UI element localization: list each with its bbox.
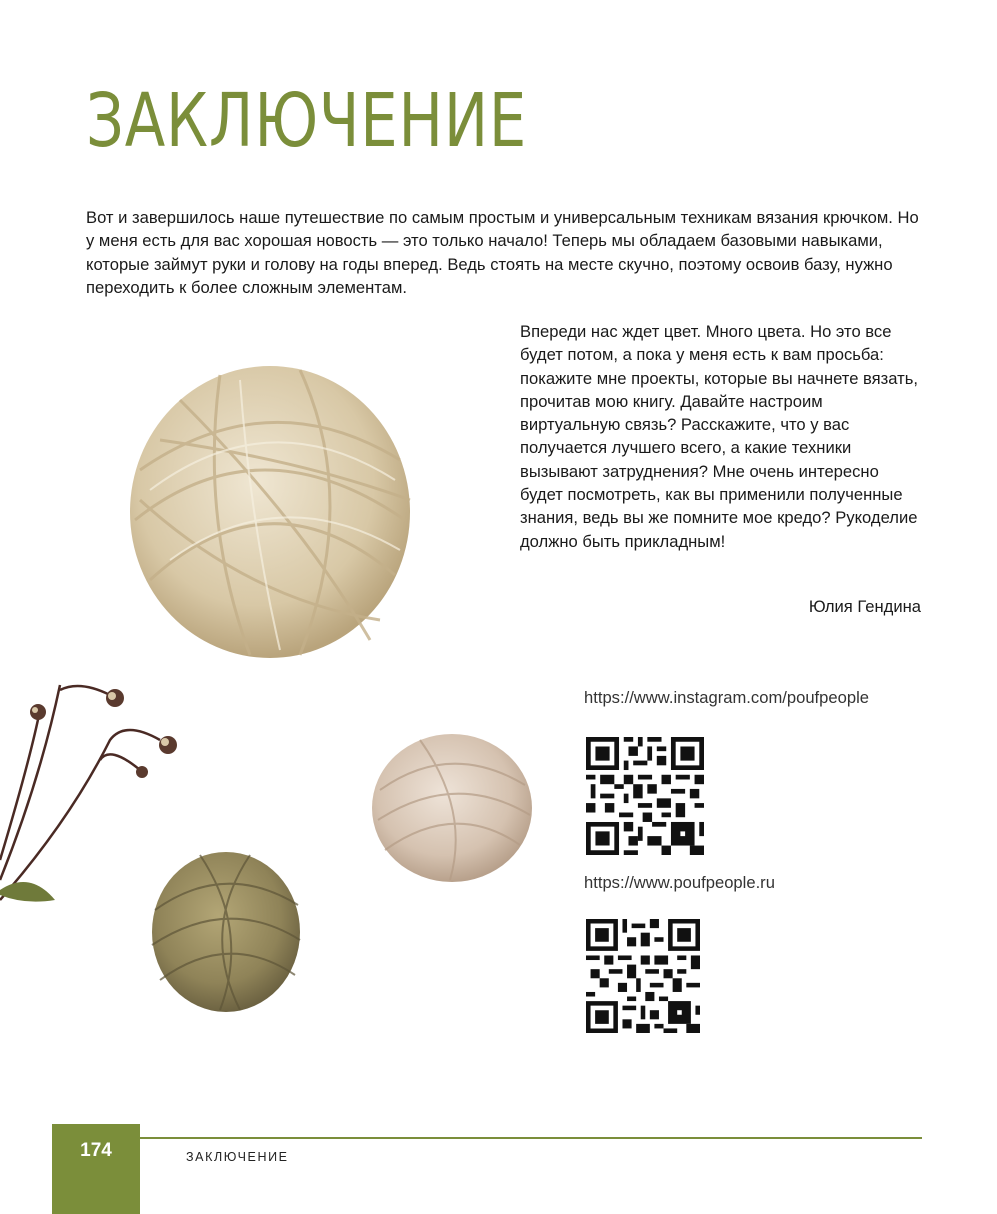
author-signature: Юлия Гендина	[808, 597, 921, 616]
instagram-link[interactable]: https://www.instagram.com/poufpeople	[584, 688, 870, 707]
flower-buds	[30, 689, 177, 778]
side-paragraph: Впереди нас ждет цвет. Много цвета. Но это все будет потом, а пока у меня есть к вам просьба: покажите мне проекты, которые вы начнете вязать, прочитав мою книгу. Давайте настроим виртуальную связь? Расскажите, что у вас получается лучшего всего, а какие техники вызывают затруднения? Мне очень интересно будет посмотреть, как вы применили полученные знания, ведь вы же помните мое кредо? Рукоделие должно быть прикладным!	[520, 322, 918, 551]
website-link[interactable]: https://www.poufpeople.ru	[584, 873, 775, 892]
page-number: 174	[80, 1140, 112, 1161]
page-title: ЗАКЛЮЧЕНИЕ	[86, 78, 528, 164]
leaf	[0, 882, 55, 902]
large-yarn-ball	[130, 366, 410, 658]
intro-paragraph: Вот и завершилось наше путешествие по самым простым и универсальным техникам вязания крючком. Но у меня есть для вас хорошая новость — это только начало! Теперь мы обладаем базовыми навыками, которые займут руки и голову на годы вперед. Ведь стоять на месте скучно, поэтому освоив базу, нужно переходить к более сложным элементам.	[86, 208, 919, 298]
running-title: ЗАКЛЮЧЕНИЕ	[186, 1150, 289, 1164]
footer-divider	[52, 1137, 922, 1139]
yarn-balls-photo	[0, 320, 560, 1060]
dried-flower-stems	[0, 685, 160, 900]
dark-yarn-ball	[152, 852, 300, 1012]
website-qr-code	[586, 919, 700, 1033]
instagram-qr-code	[586, 737, 704, 855]
light-yarn-ball	[372, 734, 532, 882]
page-number-box	[52, 1124, 140, 1214]
